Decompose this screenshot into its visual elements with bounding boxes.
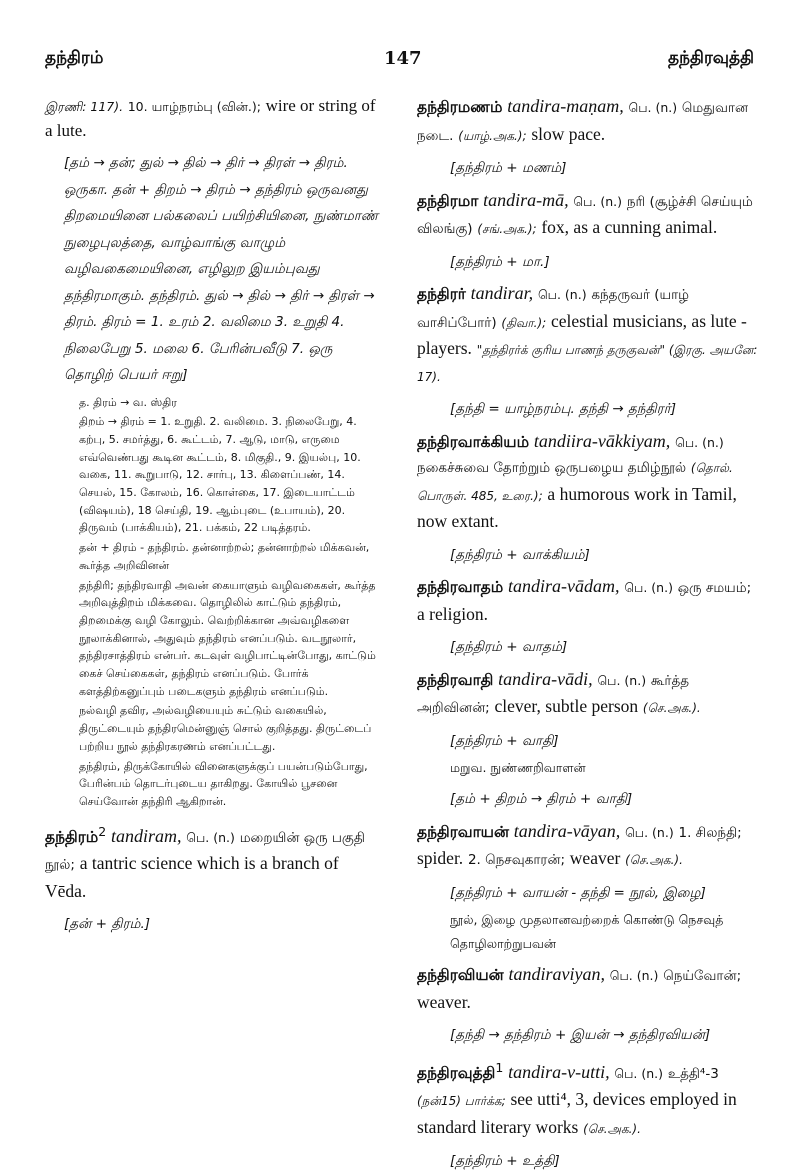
- continuation-sense: 10. யாழ்நரம்பு (வின்.);: [127, 99, 261, 114]
- header-right-guideword: தந்திரவுத்தி: [668, 48, 754, 68]
- english-definition: see utti⁴, 3, devices employed in standard literary works: [417, 1089, 737, 1137]
- headword: தந்திரமா: [417, 191, 479, 210]
- quotation: "தந்திரர்க் குரிய பாணந் தருகுவன்" (இரகு. அயனே: 17).: [417, 343, 758, 384]
- grammar-label: பெ. (n.): [614, 1065, 664, 1081]
- entry-etymology: [தந்திரம் + மா.]: [450, 253, 550, 270]
- english-definition: fox, as a cunning animal.: [541, 217, 718, 237]
- romanization: tandira-vādi,: [498, 668, 593, 689]
- tamil-definition: நகைச்சுவை தோற்றும் ஒருபழைய தமிழ்நூல்: [417, 460, 687, 476]
- grammar-label: பெ. (n.): [625, 824, 674, 840]
- tamil-definition: மெதுவான நடை.: [417, 100, 749, 144]
- romanization: tandiram,: [110, 825, 182, 846]
- romanization: tandiraviyan,: [508, 964, 605, 984]
- headword: தந்திரம்: [45, 827, 99, 846]
- tamil-definition: ஒரு சமயம்;: [677, 580, 752, 596]
- headword: தந்திரவாக்கியம்: [417, 432, 530, 451]
- headword: தந்திரர்: [417, 285, 466, 303]
- english-definition: a tantric science which is a branch of Vēda.: [45, 853, 339, 901]
- grammar-label: பெ. (n.): [675, 434, 724, 450]
- entry-etymology: [தந்தி = யாழ்நரம்பு. தந்தி → தந்திரர்]: [450, 401, 677, 417]
- grammar-label: பெ. (n.): [573, 193, 623, 209]
- grammar-label: பெ. (n.): [628, 100, 678, 115]
- headword: தந்திரவாயன்: [417, 822, 510, 841]
- entry-etymology: [தன் + திரம்.]: [64, 916, 151, 933]
- romanization: tandira-mā,: [483, 189, 569, 210]
- entry-etymology: [தந்திரம் + மணம்]: [450, 160, 567, 176]
- english-definition: spider.: [417, 848, 464, 868]
- headword: தந்திரவாதி: [417, 670, 494, 689]
- headword: தந்திரவாதம்: [417, 578, 504, 596]
- source-abbrev: (செ.அக.).: [625, 853, 683, 867]
- superscript: 1: [495, 1059, 504, 1075]
- left-column: [45, 94, 382, 938]
- source-abbrev: (சங்.அக.);: [477, 222, 537, 236]
- english-definition: slow pace.: [531, 123, 606, 144]
- synonym-note: மறுவ. நுண்ணறிவாளன்: [450, 760, 586, 775]
- grammar-label: பெ. (n.): [597, 672, 647, 688]
- romanization: tandiira-vākkiyam,: [533, 430, 671, 451]
- tamil-definition: 1. சிலந்தி;: [678, 824, 742, 841]
- note-temple: தந்திரம், திருக்கோயில் வினைகளுக்குப் பயன்படும்போது, பேரின்பம் தொடர்புடைய தாகிறது. கோயில் பூசனை செய்வோன் தந்திரி ஆகிறான்.: [79, 759, 368, 808]
- superscript: 2: [98, 823, 107, 839]
- source-abbrev: (யாழ்.அக.);: [458, 128, 527, 143]
- source-abbrev: (நன்15) பார்க்க;: [417, 1094, 506, 1108]
- source-abbrev: (செ.அக.).: [642, 701, 701, 715]
- entry-etymology: [தந்திரம் + வாக்கியம்]: [450, 546, 590, 563]
- entry-etymology: [தந்திரம் + வாயன் - தந்தி = நூல், இழை]: [450, 884, 706, 901]
- entry-etymology: [தந்திரம் + வாதம்]: [450, 639, 568, 655]
- continuation-text: [45, 94, 382, 144]
- entry-tandirar: [417, 281, 762, 390]
- english-definition: a humorous work in Tamil, now extant.: [417, 483, 737, 531]
- note-sanskrit: த. திரம் → வ. ஸ்திர: [79, 395, 177, 409]
- continuation-ref: இரணி: 117).: [45, 99, 124, 114]
- headword: தந்திரமணம்: [417, 98, 503, 116]
- headword: தந்திரவியன்: [417, 966, 504, 984]
- entry-etymology: [தந்தி → தந்திரம் + இயன் → தந்திரவியன்]: [450, 1027, 711, 1043]
- note-theft: நல்வழி தவிர, அல்வழியையும் சுட்டும் வகையில், திருட்டையும் தந்திரமென்னுஞ் சொல் குறித்தது. திருட்டைப் பற்றிய நூல் தந்திரகரணம் எனப்பட்டது.: [79, 704, 372, 753]
- entry-tandira-vadi: [417, 667, 762, 722]
- right-column: [417, 94, 762, 1175]
- source-abbrev: (தொல். பொருள். 485, உரை.);: [417, 461, 733, 503]
- tamil-definition-2: 2. நெசவுகாரன்;: [467, 852, 566, 868]
- grammar-label: பெ. (n.): [186, 829, 235, 845]
- note-derivation: தன் + திரம் - தந்திரம். தன்னாற்றல்; தன்னாற்றல் மிக்கவன், கூர்த்த அறிவினன்: [79, 541, 370, 572]
- romanization: tandira-vāyan,: [513, 820, 621, 841]
- continuation-english: wire or string of a lute.: [45, 96, 376, 140]
- page-header: [0, 48, 800, 78]
- tamil-definition: நெய்வோன்;: [663, 968, 742, 984]
- grammar-label: பெ. (n.): [624, 580, 673, 595]
- entry-tandira-vakkiyam: [417, 429, 762, 536]
- romanization: tandirar,: [470, 283, 534, 303]
- source-abbrev: (திவா.);: [501, 315, 547, 330]
- romanization: tandira-maṇam,: [507, 96, 624, 116]
- english-definition: weaver.: [417, 991, 471, 1012]
- headword: தந்திரவுத்தி: [417, 1063, 496, 1082]
- entry-etymology: [தந்திரம் + உத்தி]: [450, 1153, 560, 1169]
- tamil-definition: கந்தருவர் (யாழ் வாசிப்போர்): [417, 287, 689, 331]
- entry-tandira-manam: [417, 94, 762, 149]
- entry-tandira-v-utti: [417, 1055, 762, 1143]
- tamil-definition: மறையின் ஒரு பகுதி நூல்;: [45, 829, 365, 874]
- grammar-label: பெ. (n.): [609, 968, 659, 983]
- explanation-note: நூல், இழை முதலானவற்றைக் கொண்டு நெசவுத் தொழிலாற்றுபவன்: [450, 912, 724, 951]
- english-definition: clever, subtle person: [494, 696, 639, 716]
- entry-tandiram-2: [45, 819, 382, 906]
- entry-tandira-ma: [417, 188, 762, 243]
- entry-tandira-vayan: [417, 819, 762, 874]
- note-tantri: தந்திரி; தந்திரவாதி அவன் கையாளும் வழிவகைகள், கூர்த்த அறிவுத்திறம் மிக்கவை. தொழிலில் காட்டும் தந்திரம், திறமைக்கு வழி கோலும். வெற்றிக்கான அவ்வழிகளை நூலாக்கினால், அதுவும் தந்திரம் எனப்படும். வடநூலார், தந்திரசாத்திரம் என்பர். கடவுள் வழிபாட்டின்போது, காட்டும் கைச் செய்கைகள், தந்திரம் எனப்படும். போர்க் களத்திற்கனுப்பும் படைகளும் தந்திரம் எனப்படும்.: [79, 578, 376, 698]
- tamil-definition: கூர்த்த அறிவினன்;: [417, 672, 690, 716]
- romanization: tandira-vādam,: [508, 576, 620, 596]
- header-left-guideword: தந்திரம்: [45, 48, 104, 68]
- entry-etymology-alt: [தம் + திறம் → திரம் + வாதி]: [450, 791, 633, 807]
- entry-tandira-vadam: [417, 574, 762, 628]
- tamil-definition: உத்தி⁴-3: [667, 1065, 719, 1082]
- note-meanings-list: திறம் → திரம் = 1. உறுதி. 2. வலிமை. 3. நிலைபேறு, 4. கற்பு, 5. சமர்த்து, 6. கூட்டம், 7. ஆடு, மாடு, எருமை எவ்வெண்பது கூடின கூட்டம், 8. மிகுதி., 9. இயல்பு, 10. வகை, 11. கூறுபாடு, 12. சார்பு, 13. கிளைப்பண், 14. செயல், 15. கோலம், 16. கொள்கை, 17. இடையாட்டம் (விஷயம்), 18 செய்தி, 19. ஆம்புடை (உபாயம்), 20. திருவம் (பாக்கியம்), 21. பக்கம், 22 படித்தரம்.: [79, 415, 361, 535]
- romanization: tandira-v-utti,: [508, 1061, 610, 1082]
- source-abbrev-after: (செ.அக.).: [583, 1121, 641, 1136]
- english-definition: a religion.: [417, 603, 488, 624]
- english-definition-2: weaver: [569, 848, 621, 868]
- grammar-label: பெ. (n.): [537, 287, 587, 302]
- english-definition: celestial musicians, as lute - players.: [417, 310, 747, 358]
- entry-etymology: [தந்திரம் + வாதி]: [450, 732, 559, 749]
- page-number: 147: [384, 48, 422, 69]
- entry-tandiraviyan: [417, 962, 762, 1016]
- etymology-block: [தம் → தன்; துல் → தில் → திர் → திரள் → திரம். ஒருகா. தன் + திறம் → திரம் → தந்திரம் ஒருவனது திறமையினை பல்கலைப் பயிற்சியினை, நுண்மாண் நுழைபுலத்தை, வாழ்வாங்கு வாழும் வழிவகைமையினை, எழிலுற இயம்புவது தந்திரமாகும். தந்திரம். துல் → தில் → திர் → திரள் → திரம். திரம் = 1. உரம் 2. வலிமை 3. உறுதி 4. நிலைபேறு 5. மலை 6. பேரின்பவீடு 7. ஒரு தொழிற் பெயர் ஈறு]: [64, 155, 379, 383]
- tamil-definition: நரி (சூழ்ச்சி செய்யும் விலங்கு): [417, 193, 753, 237]
